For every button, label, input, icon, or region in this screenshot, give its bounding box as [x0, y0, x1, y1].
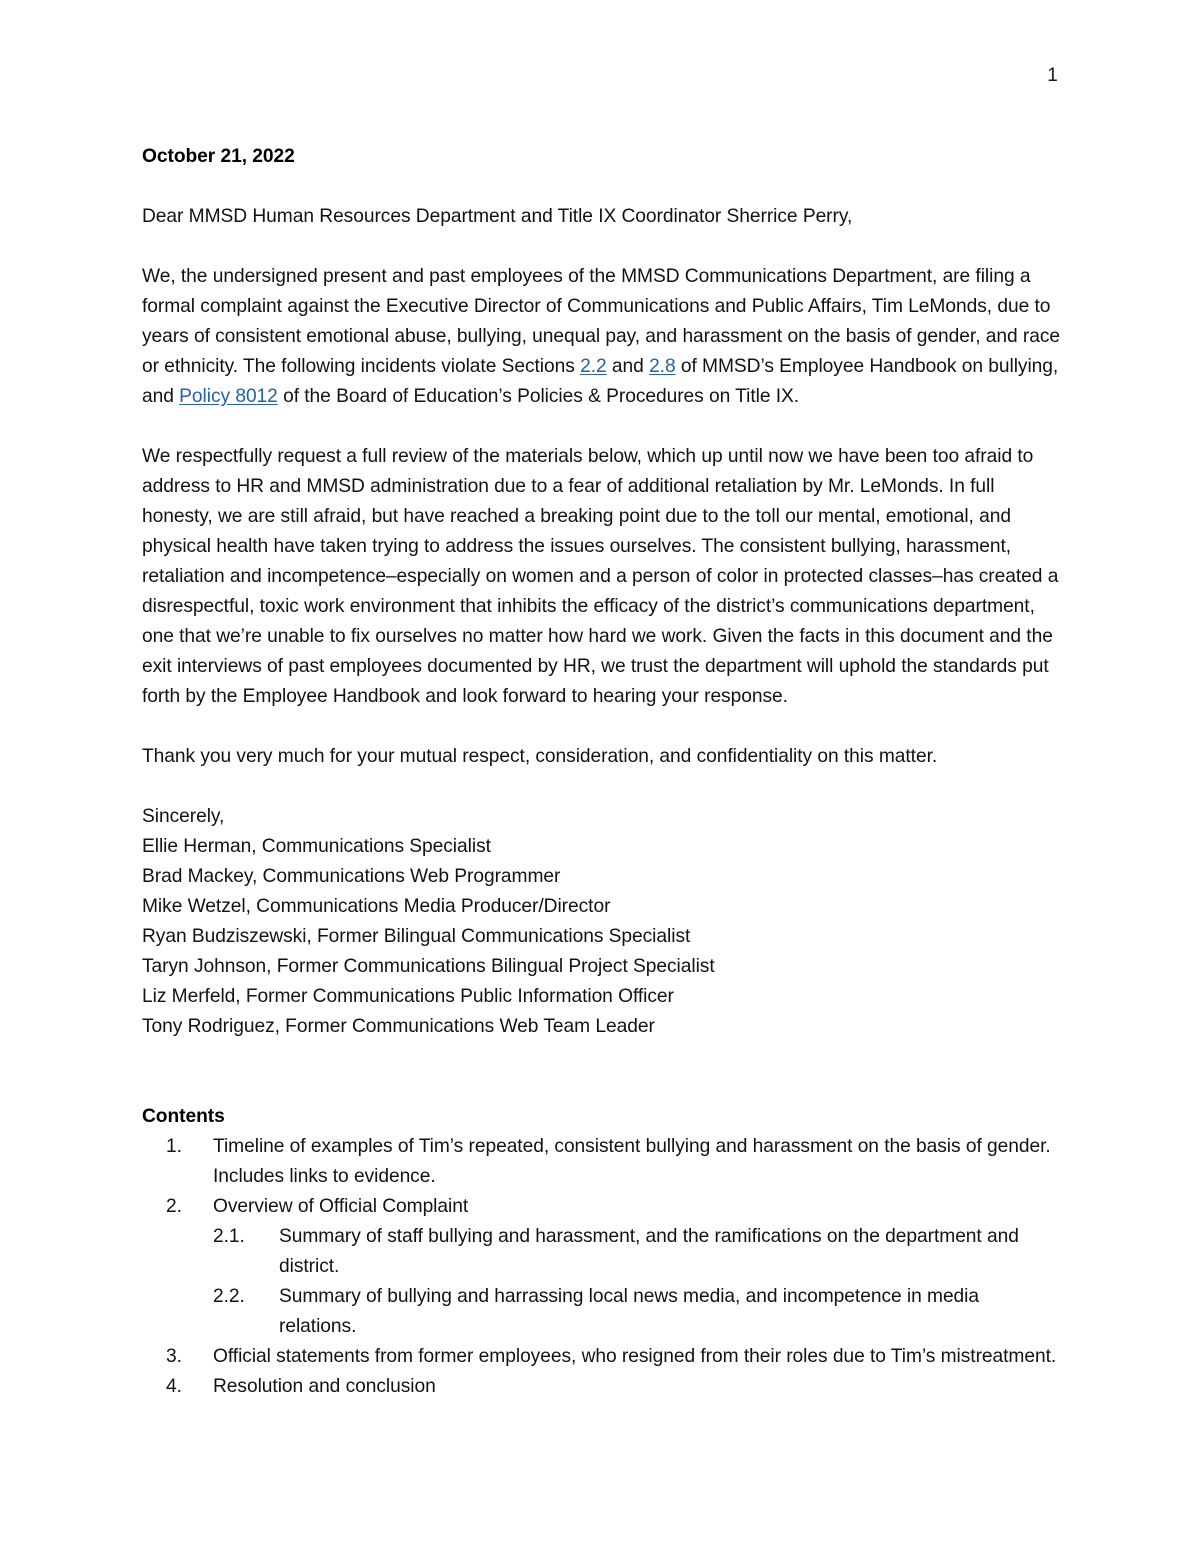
signatory-4: Ryan Budziszewski, Former Bilingual Communications Specialist: [142, 926, 691, 947]
signatory-7: Tony Rodriguez, Former Communications Web Team Leader: [142, 1016, 655, 1037]
toc-entry[interactable]: [142, 1342, 1062, 1372]
toc-entry[interactable]: [142, 1132, 1062, 1192]
toc-number: 2.2.: [213, 1286, 245, 1307]
toc-label: Official statements from former employees, who resigned from their roles due to Tim’s mistreatment.: [213, 1346, 1057, 1367]
paragraph1-part3: of MMSD’s Employee Handbook on bullying, and: [142, 356, 1059, 407]
spacer: [142, 172, 1062, 202]
paragraph-complaint-basis: [142, 262, 1062, 412]
toc-label: Summary of bullying and harrassing local news media, and incompetence in media relations.: [279, 1286, 980, 1337]
toc-number: 1.: [166, 1136, 182, 1157]
signatory-2: Brad Mackey, Communications Web Programmer: [142, 866, 561, 887]
page-number: 1: [1047, 65, 1058, 86]
spacer: [142, 1072, 1062, 1102]
paragraph-thank-you: Thank you very much for your mutual respect, consideration, and confidentiality on this matter.: [142, 746, 938, 767]
paragraph1-part2: and: [606, 356, 650, 377]
document-body: [142, 142, 1062, 1402]
link-section-2-2[interactable]: 2.2: [580, 356, 607, 377]
spacer: [142, 772, 1062, 802]
link-section-2-8[interactable]: 2.8: [649, 356, 676, 377]
paragraph1-part4: of the Board of Education’s Policies & Procedures on Title IX.: [277, 386, 800, 407]
table-of-contents: [142, 1132, 1062, 1402]
paragraph-review-request: We respectfully request a full review of the materials below, which up until now we have been too afraid to address to HR and MMSD administration due to a fear of additional retaliation by Mr. LeMonds. In full honesty, we are still afraid, but have reached a breaking point due to the toll our mental, emotional, and physical health have taken trying to address the issues ourselves. The consistent bullying, harassment, retaliation and incompetence–especially on women and a person of color in protected classes–has created a disrespectful, toxic work environment that inhibits the efficacy of the district’s communications department, one that we’re unable to fix ourselves no matter how hard we work. Given the facts in this document and the exit interviews of past employees documented by HR, we trust the department will uphold the standards put forth by the Employee Handbook and look forward to hearing your response.: [142, 446, 1059, 707]
spacer: [142, 712, 1062, 742]
paragraph1-part1: We, the undersigned present and past employees of the MMSD Communications Department, are filing a formal complaint against the Executive Director of Communications and Public Affairs, Tim LeMonds, due to years of consistent emotional abuse, bullying, unequal pay, and harassment on the basis of gender, and race or ethnicity. The following incidents violate Sections: [142, 266, 1061, 377]
contents-heading: Contents: [142, 1106, 225, 1127]
signatory-3: Mike Wetzel, Communications Media Producer/Director: [142, 896, 611, 917]
toc-label: Summary of staff bullying and harassment, and the ramifications on the department and district.: [279, 1226, 1019, 1277]
letter-salutation: Dear MMSD Human Resources Department and Title IX Coordinator Sherrice Perry,: [142, 206, 853, 227]
signatory-6: Liz Merfeld, Former Communications Public Information Officer: [142, 986, 674, 1007]
letter-date: October 21, 2022: [142, 146, 295, 167]
link-policy-8012[interactable]: Policy 8012: [179, 386, 278, 407]
signatory-5: Taryn Johnson, Former Communications Bilingual Project Specialist: [142, 956, 715, 977]
toc-entry[interactable]: [142, 1372, 1062, 1402]
toc-number: 4.: [166, 1376, 182, 1397]
spacer: [142, 232, 1062, 262]
toc-label: Timeline of examples of Tim’s repeated, consistent bullying and harassment on the basis of gender. Includes links to evidence.: [213, 1136, 1051, 1187]
toc-entry[interactable]: [142, 1222, 1062, 1282]
signatory-1: Ellie Herman, Communications Specialist: [142, 836, 491, 857]
toc-entry[interactable]: [142, 1192, 1062, 1222]
spacer: [142, 412, 1062, 442]
toc-number: 2.: [166, 1196, 182, 1217]
toc-number: 3.: [166, 1346, 182, 1367]
spacer: [142, 1042, 1062, 1072]
toc-label: Overview of Official Complaint: [213, 1196, 469, 1217]
toc-label: Resolution and conclusion: [213, 1376, 436, 1397]
toc-number: 2.1.: [213, 1226, 245, 1247]
signature-closing: Sincerely,: [142, 806, 225, 827]
toc-entry[interactable]: [142, 1282, 1062, 1342]
